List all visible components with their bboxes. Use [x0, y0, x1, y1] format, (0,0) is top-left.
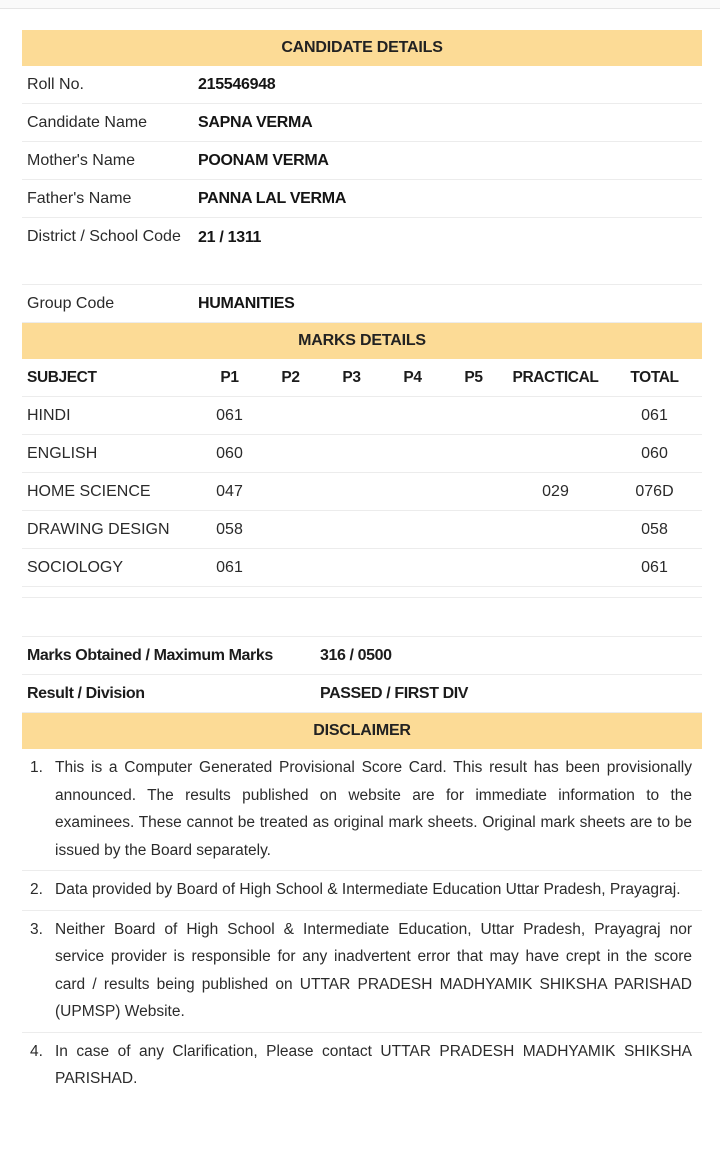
marks-obtained-row [22, 637, 702, 675]
subject-cell: SOCIOLOGY [27, 558, 124, 576]
table-row [22, 473, 702, 511]
p2-column-header: P2 [281, 368, 300, 386]
roll-no-label: Roll No. [27, 75, 84, 93]
subject-cell: DRAWING DESIGN [27, 520, 170, 538]
disclaimer-item-text: This is a Computer Generated Provisional Score Card. This result has been provisionally announced. The results published on website are for immediate information to the examinees. These cannot be treated as original mark sheets. Original mark sheets are to be issued by the Board separately. [55, 759, 692, 859]
disclaimer-item-text: Neither Board of High School & Intermediate Education, Uttar Pradesh, Prayagraj nor service provider is responsible for any inadvertent error that may have crept in the score card / results being published on UTTAR PRADESH MADHYAMIK SHIKSHA PARISHAD (UPMSP) Website. [55, 920, 692, 1020]
table-row [22, 549, 702, 587]
marks-table [22, 359, 702, 598]
p1-column-header: P1 [220, 368, 239, 386]
score-card [22, 30, 702, 1099]
marks-obtained-label: Marks Obtained / Maximum Marks [27, 646, 273, 664]
table-row [22, 435, 702, 473]
table-row [22, 511, 702, 549]
subject-cell: HINDI [27, 406, 71, 424]
p1-cell: 061 [216, 406, 243, 424]
candidate-details-header: CANDIDATE DETAILS [22, 30, 702, 66]
disclaimer-list [22, 749, 702, 1099]
marks-obtained-value: 316 / 0500 [320, 646, 392, 664]
district-school-code-value: 21 / 1311 [198, 229, 262, 246]
disclaimer-item-text: In case of any Clarification, Please contact UTTAR PRADESH MADHYAMIK SHIKSHA PARISHAD. [55, 1042, 692, 1087]
group-code-row [22, 285, 702, 323]
marks-header-row [22, 359, 702, 397]
subject-cell: HOME SCIENCE [27, 482, 151, 500]
result-division-value: PASSED / FIRST DIV [320, 684, 469, 702]
p1-cell: 061 [216, 558, 243, 576]
district-school-code-row [22, 218, 702, 285]
mother-name-value: POONAM VERMA [198, 151, 329, 169]
roll-no-value: 215546948 [198, 75, 276, 93]
mother-name-label: Mother's Name [27, 151, 135, 169]
total-cell: 061 [641, 406, 668, 424]
disclaimer-item-number: 4. [30, 1042, 43, 1060]
disclaimer-item [22, 911, 702, 1033]
candidate-name-label: Candidate Name [27, 113, 148, 131]
result-division-label: Result / Division [27, 684, 145, 702]
disclaimer-item [22, 749, 702, 871]
p3-column-header: P3 [342, 368, 361, 386]
total-cell: 058 [641, 520, 668, 538]
district-school-code-label: District / School Code [27, 228, 181, 245]
p1-cell: 060 [216, 444, 243, 462]
disclaimer-item-number: 2. [30, 881, 43, 898]
p1-cell: 047 [216, 482, 243, 500]
disclaimer-header: DISCLAIMER [22, 713, 702, 749]
subject-column-header: SUBJECT [27, 368, 97, 386]
marks-body [22, 397, 702, 587]
disclaimer-item-text: Data provided by Board of High School & Intermediate Education Uttar Pradesh, Prayagraj. [55, 881, 681, 898]
disclaimer-item [22, 1033, 702, 1099]
disclaimer-item [22, 871, 702, 911]
total-cell: 061 [641, 558, 668, 576]
p4-column-header: P4 [403, 368, 422, 386]
table-row [22, 397, 702, 435]
p5-column-header: P5 [464, 368, 483, 386]
result-summary [22, 637, 702, 713]
marks-details-header: MARKS DETAILS [22, 323, 702, 359]
father-name-row [22, 180, 702, 218]
disclaimer-item-number: 3. [30, 920, 43, 938]
practical-column-header: PRACTICAL [512, 368, 599, 386]
practical-cell: 029 [542, 482, 569, 500]
table-divider [22, 587, 702, 598]
roll-no-row [22, 66, 702, 104]
group-code-label: Group Code [27, 294, 115, 312]
candidate-details-table [22, 66, 702, 323]
group-code-value: HUMANITIES [198, 294, 295, 312]
total-cell: 076D [635, 482, 674, 500]
total-cell: 060 [641, 444, 668, 462]
subject-cell: ENGLISH [27, 444, 98, 462]
total-column-header: TOTAL [630, 368, 679, 386]
mother-name-row [22, 142, 702, 180]
candidate-name-value: SAPNA VERMA [198, 113, 313, 131]
father-name-value: PANNA LAL VERMA [198, 189, 347, 207]
top-border [0, 0, 720, 9]
section-gap [22, 598, 702, 637]
result-division-row [22, 675, 702, 713]
father-name-label: Father's Name [27, 189, 132, 207]
p1-cell: 058 [216, 520, 243, 538]
disclaimer-item-number: 1. [30, 759, 43, 776]
candidate-name-row [22, 104, 702, 142]
